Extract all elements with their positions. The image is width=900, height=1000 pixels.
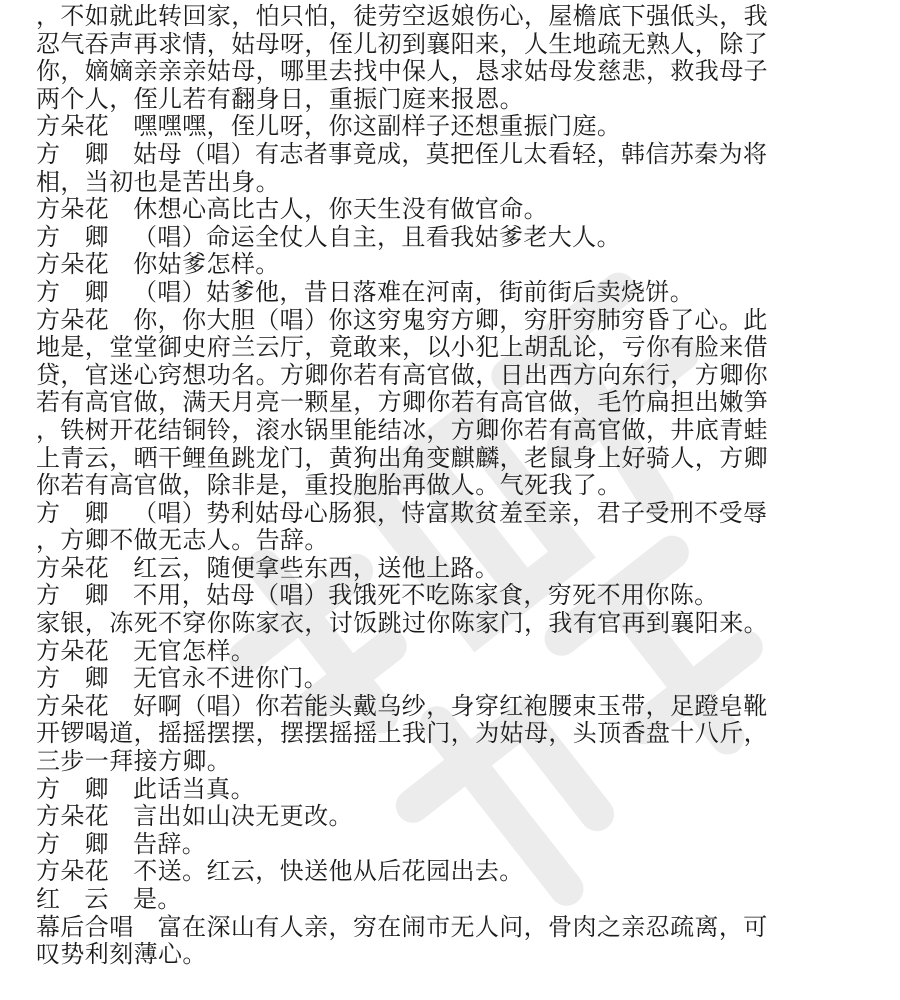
text-line: 三步一拜接方卿。	[36, 747, 232, 776]
text-line: 相，当初也是苦出身。	[36, 167, 280, 196]
text-line: 方 卿 姑母（唱）有志者事竟成，莫把侄儿太看轻，韩信苏秦为将	[36, 139, 768, 168]
text-line: 方 卿 （唱）势利姑母心肠狠，恃富欺贫羞至亲，君子受刑不受辱	[36, 498, 768, 527]
text-line: ，不如就此转回家，怕只怕，徒劳空返娘伤心，屋檐底下强低头，我	[36, 2, 768, 30]
text-line: 你若有高官做，除非是，重投胞胎再做人。气死我了。	[36, 471, 622, 500]
script-page	[36, 3, 876, 969]
text-line: 方 卿 （唱）姑爹他，昔日落难在河南，街前街后卖烧饼。	[36, 277, 695, 306]
text-line: 贷，官迷心窍想功名。方卿你若有高官做，日出西方向东行，方卿你	[36, 360, 768, 389]
text-line: 方朵花 言出如山决无更改。	[36, 802, 353, 831]
text-line: 方朵花 嘿嘿嘿，侄儿呀，你这副样子还想重振门庭。	[36, 112, 622, 141]
text-line: 你，嫡嫡亲亲亲姑母，哪里去找中保人，恳求姑母发慈悲，救我母子	[36, 57, 768, 86]
text-line: 方 卿 （唱）命运全仗人自主，且看我姑爹老大人。	[36, 222, 621, 251]
text-line: 方朵花 你姑爹怎样。	[36, 250, 280, 279]
text-line: 幕后合唱 富在深山有人亲，穷在闹市无人问，骨肉之亲忍疏离，可	[36, 912, 768, 941]
text-line: 方 卿 此话当真。	[36, 774, 255, 803]
text-line: 家银，冻死不穿你陈家衣，讨饭跳过你陈家门，我有官再到襄阳来。	[36, 609, 768, 638]
text-line: ，铁树开花结铜铃，滚水锅里能结冰，方卿你若有高官做，井底青蛙	[36, 415, 768, 444]
text-line: ，方卿不做无志人。告辞。	[36, 526, 329, 555]
text-line: 方朵花 好啊（唱）你若能头戴乌纱，身穿红袍腰束玉带，足蹬皂靴	[36, 691, 768, 720]
text-line: 两个人，侄儿若有翻身日，重振门庭来报恩。	[36, 84, 524, 113]
text-line: 忍气吞声再求情，姑母呀，侄儿初到襄阳来，人生地疏无熟人，除了	[36, 29, 768, 58]
text-line: 叹势利刻薄心。	[36, 940, 207, 969]
text-line: 方朵花 无官怎样。	[36, 636, 256, 665]
text-line: 方 卿 不用，姑母（唱）我饿死不吃陈家食，穷死不用你陈。	[36, 581, 719, 610]
text-line: 开锣喝道，摇摇摆摆，摆摆摇摇上我门，为姑母，头顶香盘十八斤，	[36, 719, 768, 748]
text-line: 方朵花 红云，随便拿些东西，送他上路。	[36, 553, 500, 582]
text-line: 地是，堂堂御史府兰云厅，竟敢来，以小犯上胡乱论，亏你有脸来借	[36, 333, 768, 362]
text-line: 方朵花 你，你大胆（唱）你这穷鬼穷方卿，穷肝穷肺穷昏了心。此	[36, 305, 768, 334]
text-line: 红 云 是。	[36, 885, 182, 913]
text-line: 方朵花 不送。红云，快送他从后花园出去。	[36, 857, 524, 886]
text-line: 若有高官做，满天月亮一颗星，方卿你若有高官做，毛竹扁担出嫩笋	[36, 388, 768, 417]
text-line: 方 卿 无官永不进你门。	[36, 664, 329, 693]
text-line: 方 卿 告辞。	[36, 829, 207, 858]
text-line: 上青云，晒干鲤鱼跳龙门，黄狗出角变麒麟，老鼠身上好骑人，方卿	[36, 443, 768, 472]
text-line: 方朵花 休想心高比古人，你天生没有做官命。	[36, 195, 549, 224]
